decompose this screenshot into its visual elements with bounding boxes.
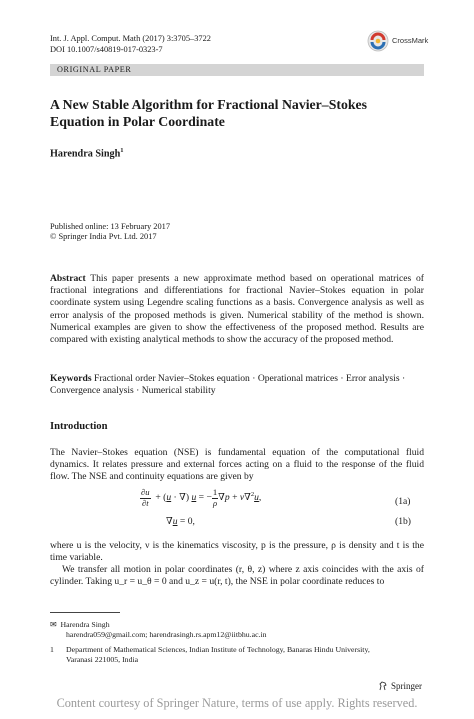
affiliation-line: Department of Mathematical Sciences, Indian Institute of Technology, Banaras Hindu University, [66, 645, 370, 654]
equation-number: (1b) [395, 516, 411, 527]
keywords-text: Fractional order Navier–Stokes equation · Operational matrices · Error analysis · Convergence analysis · Numerical stability [50, 373, 406, 397]
equation-1a: $\frac{\partial u}{\partial t}$ + (u · ∇) u = − $\frac{1}{\rho}$ ∇p + ν∇$^2$u, [141, 487, 262, 508]
publication-info [50, 222, 170, 242]
affiliation-line: Varanasi 221005, India [66, 654, 139, 664]
title-line: Equation in Polar Coordinate [50, 113, 225, 129]
equation-number: (1a) [395, 496, 411, 507]
article-type-label: ORIGINAL PAPER [57, 65, 132, 74]
article-type-banner [50, 64, 424, 76]
intro-paragraph-3: We transfer all motion in polar coordinates (r, θ, z) where z axis coincides with the axis of cylinder. Taking u_r = u_θ = 0 and u_z = u(r, t), the NSE in polar coordinate reduces to [50, 564, 424, 588]
crossmark-badge[interactable] [367, 30, 427, 52]
footnote-author-name: Harendra Singh [60, 620, 110, 629]
footnote-divider [50, 612, 120, 613]
keywords-label: Keywords [50, 373, 92, 384]
crossmark-label: CrossMark [392, 36, 429, 45]
crossmark-icon [367, 30, 389, 52]
author-email[interactable]: harendra059@gmail.com; harendrasingh.rs.apm12@iitbhu.ac.in [66, 630, 267, 639]
abstract-text: This paper presents a new approximate method based on operational matrices of fractional integrations and differentiations for fractional Navier–Stokes equation in polar coordinate system using Legendre scaling functions as a basis. Convergence analysis as well as error analysis of the proposed methods is given. Numerical stability of the method is shown. Numerical examples are given to show the effectiveness of the proposed method. Results are compared with existing analytical methods to show the accuracy of the proposed method. [50, 273, 424, 346]
intro-paragraph-1: The Navier–Stokes equation (NSE) is fundamental equation of the computational fluid dynamics. It relates pressure and external forces acting on a fluid to the response of the fluid flow. The NSE and continuity equations are given by [50, 447, 424, 483]
abstract [50, 273, 424, 346]
springer-logo [378, 681, 422, 691]
springer-horse-icon [378, 681, 388, 691]
affiliation [66, 645, 370, 664]
journal-citation [50, 34, 211, 55]
published-online: Published online: 13 February 2017 [50, 222, 171, 231]
paper-title [50, 97, 430, 130]
corresponding-author [50, 620, 110, 630]
title-line: A New Stable Algorithm for Fractional Navier–Stokes [50, 97, 368, 112]
springer-label: Springer [391, 681, 422, 691]
journal-line: Int. J. Appl. Comput. Math (2017) 3:3705–3722 [50, 34, 211, 43]
author-affiliation-mark: 1 [120, 147, 124, 154]
equation-1b: ∇u = 0, [166, 516, 195, 527]
keywords [50, 373, 424, 397]
abstract-label: Abstract [50, 273, 86, 284]
partial-derivative: $\frac{\partial u}{\partial t}$ [141, 487, 150, 508]
envelope-icon: ✉ [50, 620, 57, 629]
doi-line[interactable]: DOI 10.1007/s40819-017-0323-7 [50, 44, 163, 54]
author-text: Harendra Singh [50, 148, 121, 160]
section-heading-introduction: Introduction [50, 421, 108, 432]
courtesy-notice: Content courtesy of Springer Nature, terms of use apply. Rights reserved. [56, 696, 418, 710]
copyright-line: © Springer India Pvt. Ltd. 2017 [50, 232, 157, 242]
affiliation-number: 1 [50, 645, 54, 654]
author-name [50, 147, 124, 159]
intro-paragraph-2: where u is the velocity, ν is the kinematics viscosity, p is the pressure, ρ is density and t is the time variable. [50, 540, 424, 564]
fraction: $\frac{1}{\rho}$ [212, 487, 218, 508]
